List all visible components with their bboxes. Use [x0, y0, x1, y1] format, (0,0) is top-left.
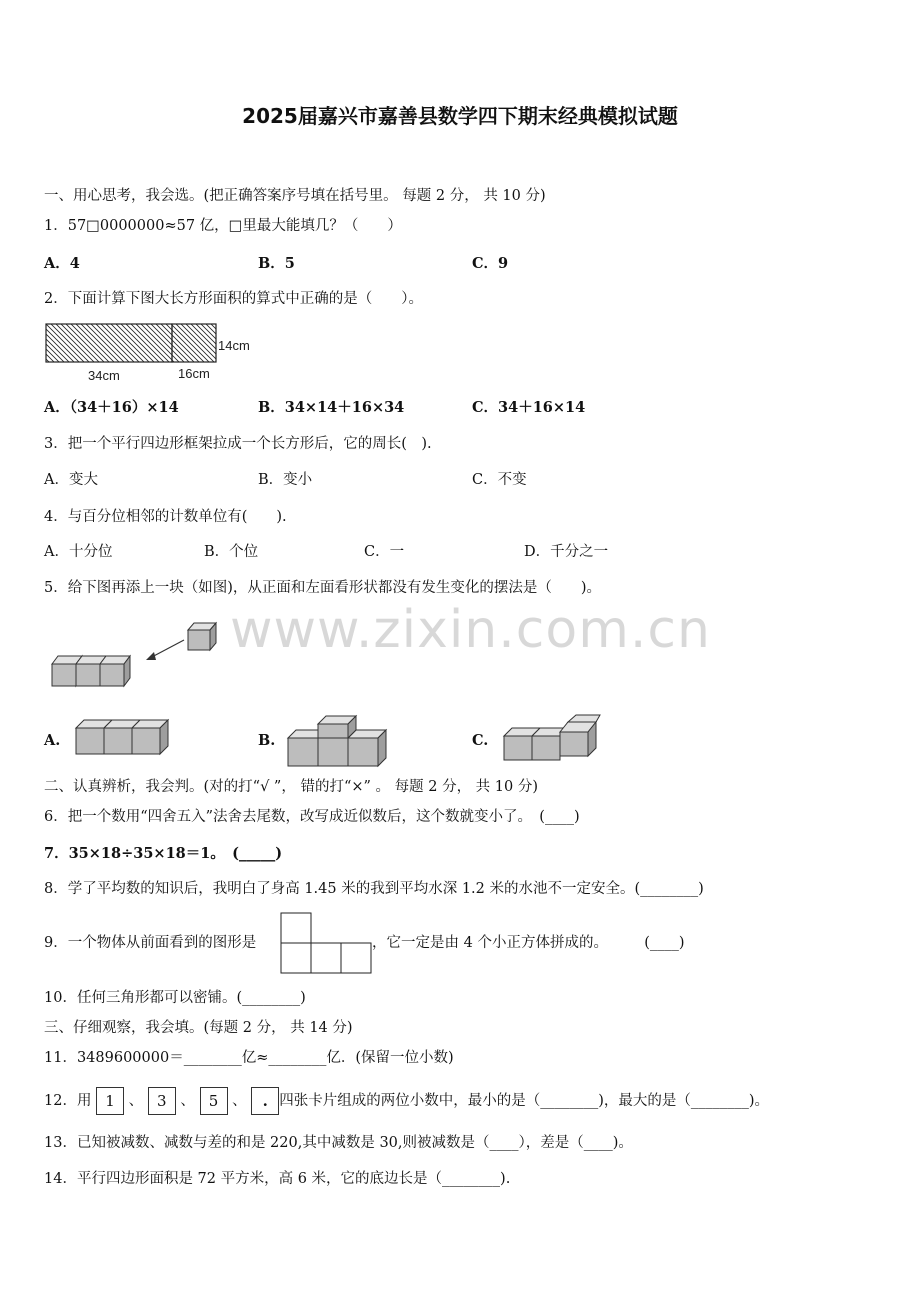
section-2-heading: 二、认真辨析，我会判。(对的打“√ ”， 错的打“×” 。 每题 2 分， 共 10 分) [44, 779, 539, 795]
q1-option-c: C．9 [472, 255, 509, 272]
question-2: 2．下面计算下图大长方形面积的算式中正确的是（ ）。 [44, 291, 423, 307]
q12-suffix: 四张卡片组成的两位小数中，最小的是（________)，最大的是（________)。 [279, 1093, 770, 1109]
label-width-1: 34cm [88, 368, 120, 383]
q12-separator: 、 [180, 1093, 195, 1109]
q4-option-c: C．一 [364, 544, 405, 560]
q2-option-b: B．34×14＋16×34 [258, 399, 405, 416]
q5-option-b-figure [284, 712, 390, 768]
q1-option-b: B．5 [258, 255, 295, 272]
q2-option-c: C．34＋16×14 [472, 399, 586, 416]
q3-option-b: B．变小 [258, 472, 313, 488]
question-5: 5．给下图再添上一块（如图)，从正面和左面看形状都没有发生变化的摆法是（ )。 [44, 580, 602, 596]
rect-right-part [172, 324, 216, 362]
label-width-2: 16cm [178, 366, 210, 381]
digit-card-5: 5 [200, 1087, 228, 1115]
q3-option-c: C．不变 [472, 472, 527, 488]
rectangle-figure [40, 318, 270, 388]
q4-option-a: A．十分位 [44, 544, 113, 560]
section-1-heading: 一、用心思考，我会选。(把正确答案序号填在括号里。 每题 2 分， 共 10 分) [44, 188, 546, 204]
q4-option-b: B．个位 [204, 544, 259, 560]
rect-left-part [46, 324, 172, 362]
q12-prefix: 12．用 [44, 1093, 92, 1109]
question-3: 3．把一个平行四边形框架拉成一个长方形后，它的周长( ). [44, 436, 432, 452]
question-11: 11．3489600000＝________亿≈________亿．(保留一位小数) [44, 1050, 454, 1066]
front-view-shape [280, 912, 372, 974]
question-1: 1．57□0000000≈57 亿，□里最大能填几？（ ） [44, 218, 402, 234]
cube-arrangement-figure [46, 616, 226, 690]
question-8: 8．学了平均数的知识后，我明白了身高 1.45 米的我到平均水深 1.2 米的水池不一定安全。(________) [44, 881, 704, 897]
question-6: 6．把一个数用“四舍五入”法舍去尾数，改写成近似数后，这个数就变小了。 (____) [44, 809, 580, 825]
q12-separator: 、 [128, 1093, 144, 1109]
page-title: 2025届嘉兴市嘉善县数学四下期末经典模拟试题 [242, 104, 678, 128]
question-9-after: ，它一定是由 4 个小正方体拼成的。 (____) [372, 935, 685, 951]
q5-option-c-label: C. [472, 732, 489, 749]
q12-separator: 、 [232, 1093, 247, 1109]
q2-option-a: A．（34＋16）×14 [44, 399, 179, 416]
label-height: 14cm [218, 338, 250, 353]
question-12 [44, 1086, 769, 1116]
question-10: 10．任何三角形都可以密铺。(________) [44, 990, 306, 1006]
section-3-heading: 三、仔细观察，我会填。(每题 2 分， 共 14 分) [44, 1020, 353, 1036]
decimal-point-card: . [251, 1087, 279, 1115]
digit-card-3: 3 [148, 1087, 176, 1115]
question-9-before: 9．一个物体从前面看到的图形是 [44, 935, 257, 951]
digit-card-1: 1 [96, 1087, 124, 1115]
question-4: 4．与百分位相邻的计数单位有( ). [44, 509, 287, 525]
q4-option-d: D．千分之一 [524, 544, 609, 560]
q1-option-a: A．4 [44, 255, 80, 272]
question-13: 13．已知被减数、减数与差的和是 220,其中减数是 30,则被减数是（____），差是（____)。 [44, 1135, 633, 1151]
q5-option-b-label: B. [258, 732, 276, 749]
q5-option-a-figure [72, 714, 172, 758]
q5-option-c-figure [500, 712, 604, 762]
q3-option-a: A．变大 [44, 472, 98, 488]
watermark: www.zixin.com.cn [230, 600, 711, 660]
q5-option-a-label: A. [44, 732, 61, 749]
question-7: 7．35×18÷35×18＝1。 (_____) [44, 845, 283, 862]
question-14: 14．平行四边形面积是 72 平方米，高 6 米，它的底边长是（________). [44, 1171, 511, 1187]
